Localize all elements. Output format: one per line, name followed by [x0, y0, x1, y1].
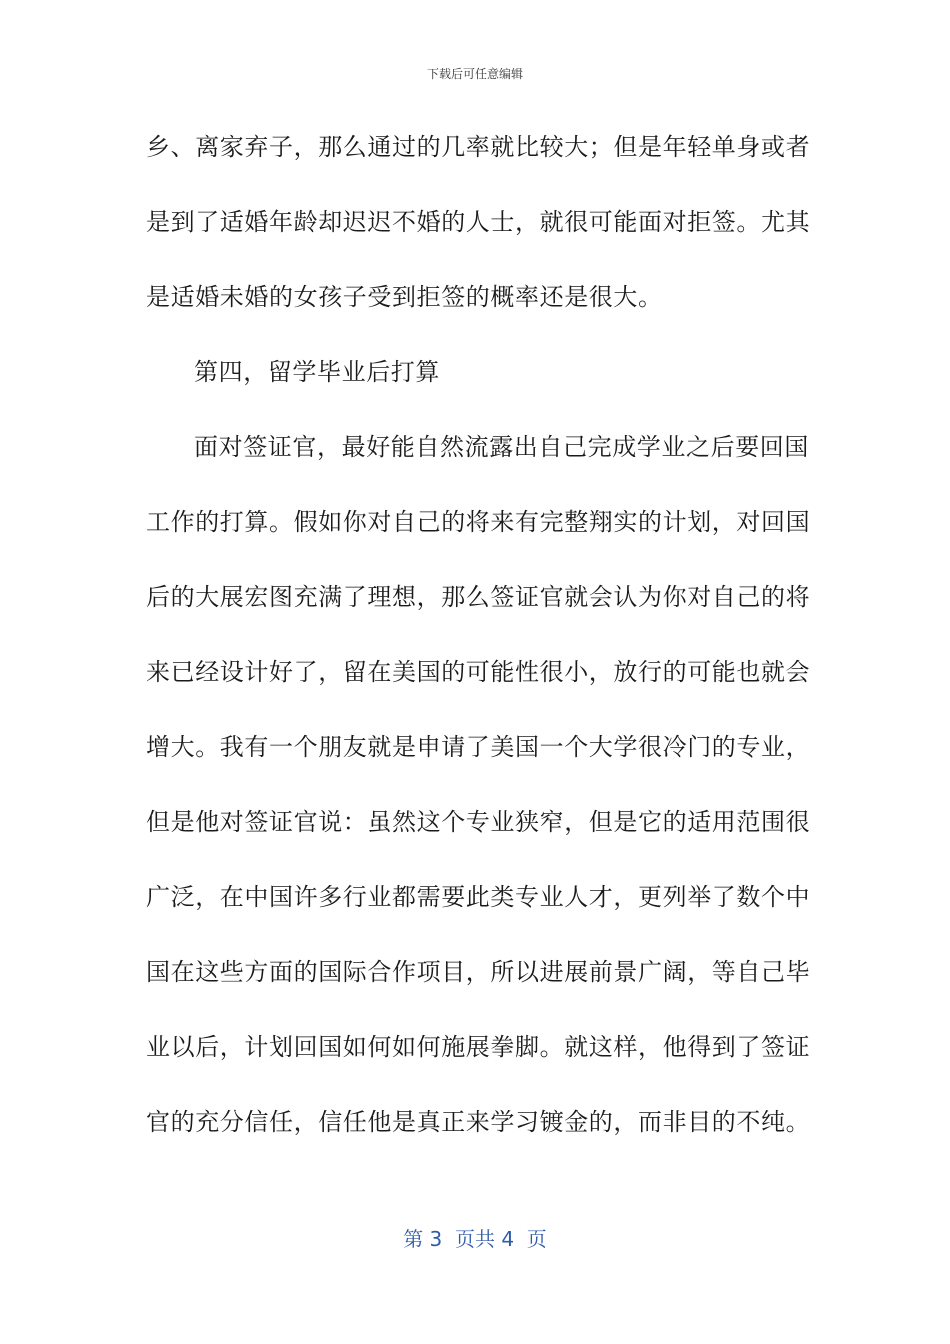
body-line: 但是他对签证官说：虽然这个专业狭窄，但是它的适用范围很: [146, 808, 811, 836]
page-footer: 第 3 页共 4 页: [403, 1227, 547, 1251]
body-line: 是适婚未婚的女孩子受到拒签的概率还是很大。: [146, 283, 663, 311]
document-body: [146, 120, 811, 1170]
body-line: 工作的打算。假如你对自己的将来有完整翔实的计划，对回国: [146, 508, 811, 536]
body-line: 广泛，在中国许多行业都需要此类专业人才，更列举了数个中: [146, 883, 811, 911]
body-line: 官的充分信任，信任他是真正来学习镀金的，而非目的不纯。: [146, 1108, 811, 1136]
body-line: 乡、离家弃子，那么通过的几率就比较大；但是年轻单身或者: [146, 133, 811, 161]
body-line: 国在这些方面的国际合作项目，所以进展前景广阔，等自己毕: [146, 958, 811, 986]
body-line: 是到了适婚年龄却迟迟不婚的人士，就很可能面对拒签。尤其: [146, 208, 811, 236]
page-header: 下载后可任意编辑: [426, 67, 523, 81]
paragraph-first-line: 面对签证官，最好能自然流露出自己完成学业之后要回国: [194, 433, 809, 461]
body-line: 增大。我有一个朋友就是申请了美国一个大学很冷门的专业，: [146, 733, 811, 761]
body-line: 业以后，计划回国如何如何施展拳脚。就这样，他得到了签证: [146, 1033, 811, 1061]
section-heading: 第四，留学毕业后打算: [194, 358, 440, 386]
body-line: 来已经设计好了，留在美国的可能性很小，放行的可能也就会: [146, 658, 811, 686]
body-line: 后的大展宏图充满了理想，那么签证官就会认为你对自己的将: [146, 583, 811, 611]
